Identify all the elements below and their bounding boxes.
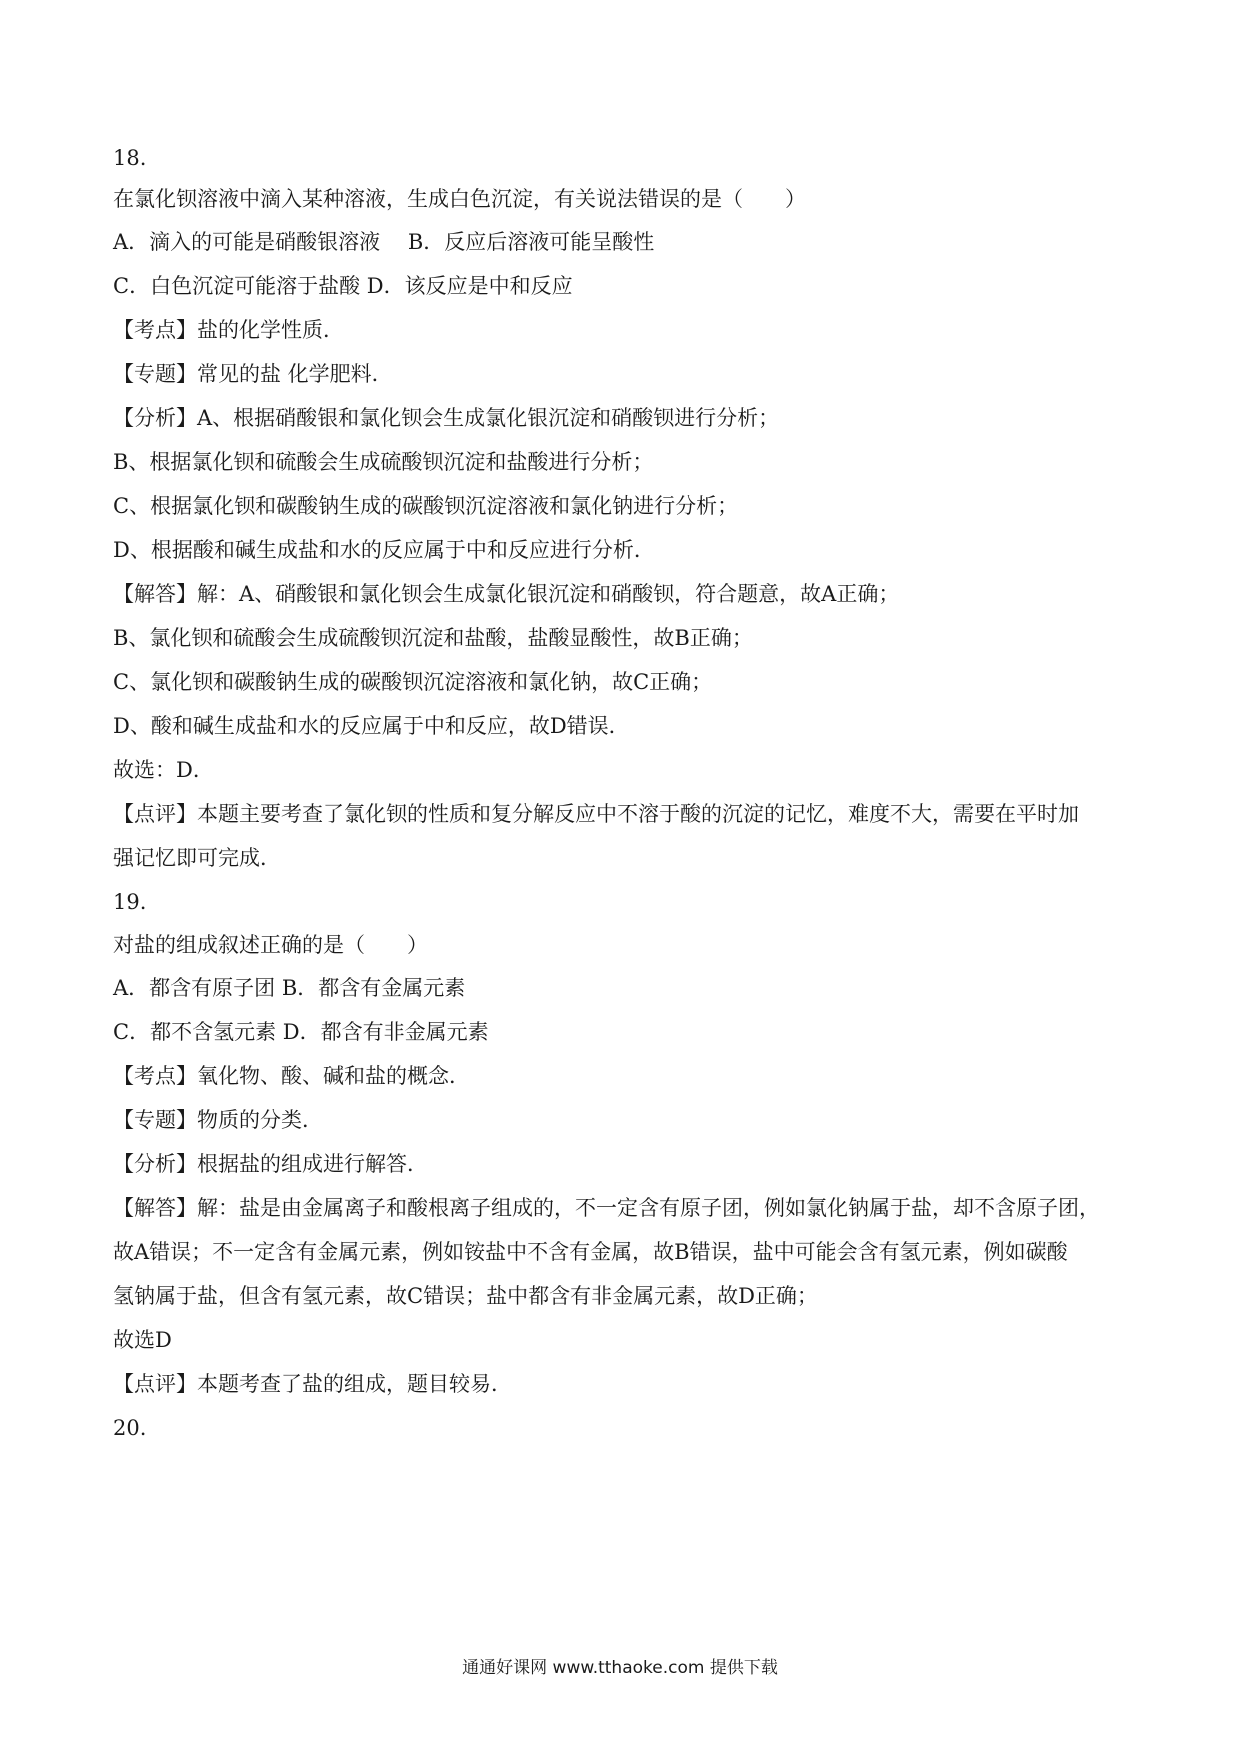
kaodian-line: 【考点】氧化物、酸、碱和盐的概念． — [113, 1064, 470, 1088]
kaodian-line: 【考点】盐的化学性质． — [113, 318, 344, 342]
question-number: 19. — [113, 890, 147, 914]
solution-line: 故A错误；不一定含有金属元素，例如铵盐中不含有金属，故B错误，盐中可能会含有氢元素，例如碳酸 — [113, 1240, 1068, 1264]
options-ab: A．滴入的可能是硝酸银溶液 B．反应后溶液可能呈酸性 — [113, 230, 655, 254]
zhuanti-line: 【专题】常见的盐 化学肥料． — [113, 362, 393, 386]
answer-line: 故选D — [113, 1328, 172, 1352]
page-footer: 通通好课网 www.tthaoke.com 提供下载 — [462, 1658, 778, 1678]
zhuanti-line: 【专题】物质的分类． — [113, 1108, 323, 1132]
solution-line: 【解答】解：A、硝酸银和氯化钡会生成氯化银沉淀和硝酸钡，符合题意，故A正确； — [113, 582, 900, 606]
analysis-line: 【分析】根据盐的组成进行解答． — [113, 1152, 428, 1176]
comment-line: 【点评】本题考查了盐的组成，题目较易． — [113, 1372, 512, 1396]
solution-line: 氢钠属于盐，但含有氢元素，故C错误；盐中都含有非金属元素，故D正确； — [113, 1284, 818, 1308]
solution-line: B、氯化钡和硫酸会生成硫酸钡沉淀和盐酸，盐酸显酸性，故B正确； — [113, 626, 753, 650]
options-cd: C．白色沉淀可能溶于盐酸 D．该反应是中和反应 — [113, 274, 573, 298]
answer-line: 故选：D． — [113, 758, 214, 782]
analysis-line: C、根据氯化钡和碳酸钠生成的碳酸钡沉淀溶液和氯化钠进行分析； — [113, 494, 739, 518]
solution-line: 【解答】解：盐是由金属离子和酸根离子组成的，不一定含有原子团，例如氯化钠属于盐，却不含原子团， — [113, 1196, 1100, 1220]
question-number: 20. — [113, 1416, 147, 1440]
analysis-line: D、根据酸和碱生成盐和水的反应属于中和反应进行分析． — [113, 538, 655, 562]
options-ab: A．都含有原子团 B．都含有金属元素 — [113, 976, 466, 1000]
solution-line: C、氯化钡和碳酸钠生成的碳酸钡沉淀溶液和氯化钠，故C正确； — [113, 670, 713, 694]
question-number: 18. — [113, 146, 147, 170]
comment-line: 强记忆即可完成． — [113, 846, 281, 870]
analysis-line: B、根据氯化钡和硫酸会生成硫酸钡沉淀和盐酸进行分析； — [113, 450, 654, 474]
options-cd: C．都不含氢元素 D．都含有非金属元素 — [113, 1020, 489, 1044]
solution-line: D、酸和碱生成盐和水的反应属于中和反应，故D错误． — [113, 714, 630, 738]
analysis-line: 【分析】A、根据硝酸银和氯化钡会生成氯化银沉淀和硝酸钡进行分析； — [113, 406, 780, 430]
question-stem: 在氯化钡溶液中滴入某种溶液，生成白色沉淀，有关说法错误的是（ ） — [113, 187, 806, 211]
comment-line: 【点评】本题主要考查了氯化钡的性质和复分解反应中不溶于酸的沉淀的记忆，难度不大，需要在平时加 — [113, 802, 1079, 826]
question-stem: 对盐的组成叙述正确的是（ ） — [113, 933, 428, 957]
